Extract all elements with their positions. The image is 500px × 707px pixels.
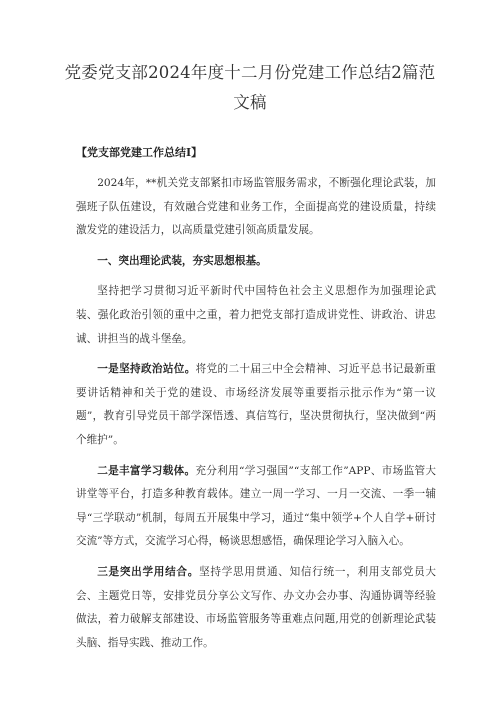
paragraph-point-1: 一是坚持政治站位。将党的二十届三中全会精神、习近平总书记最新重要讲话精神和关于党的建设、市场经济发展等重要指示批示作为“第一议题”，教育引导党员干部学深悟透、真信笃行，坚决贯彻执行，坚决做到“两个维护”。 [76,363,437,446]
paragraph-theory: 坚持把学习贯彻习近平新时代中国特色社会主义思想作为加强理论武装、强化政治引领的重中之重，着力把党支部打造成讲党性、讲政治、讲忠诚、讲担当的战斗堡垒。 [76,285,436,345]
paragraph-intro: 2024年，**机关党支部紧扣市场监管服务需求，不断强化理论武装，加强班子队伍建设，有效融合党建和业务工作，全面提高党的建设质量，持续激发党的建设活力，以高质量党建引领高质量发展。 [76,177,436,237]
paragraph-point-3: 三是突出学用结合。坚持学思用贯通、知信行统一，利用支部党员大会、主题党日等，安排党员分享公文写作、办文办会办事、沟通协调等经验做法，着力破解支部建设、市场监管服务等重难点问题,用党的创新理论武装头脑、指导实践、推动工作。 [76,565,437,649]
section-heading: 【党支部党建工作总结Ⅰ】 [76,146,203,159]
heading-one: 一、突出理论武装，夯实思想根基。 [97,254,267,267]
point-2-lead: 二是丰富学习载体。 [97,464,196,477]
document-body [76,172,436,662]
point-1-lead: 一是坚持政治站位。 [97,363,196,376]
point-3-lead: 三是突出学用结合。 [97,565,200,578]
document-title: 党委党支部2024年度十二月份党建工作总结2篇范文稿 [64,63,436,112]
paragraph-point-2: 二是丰富学习载体。充分利用“学习强国”“支部工作”APP、市场监管大讲堂等平台，打造多种教育载体。建立一周一学习、一月一交流、一季一辅导“三学联动”机制，每周五开展集中学习，通过“集中领学+个人自学+研讨交流”等方式，交流学习心得，畅谈思想感悟，确保理论学习入脑入心。 [76,464,436,548]
